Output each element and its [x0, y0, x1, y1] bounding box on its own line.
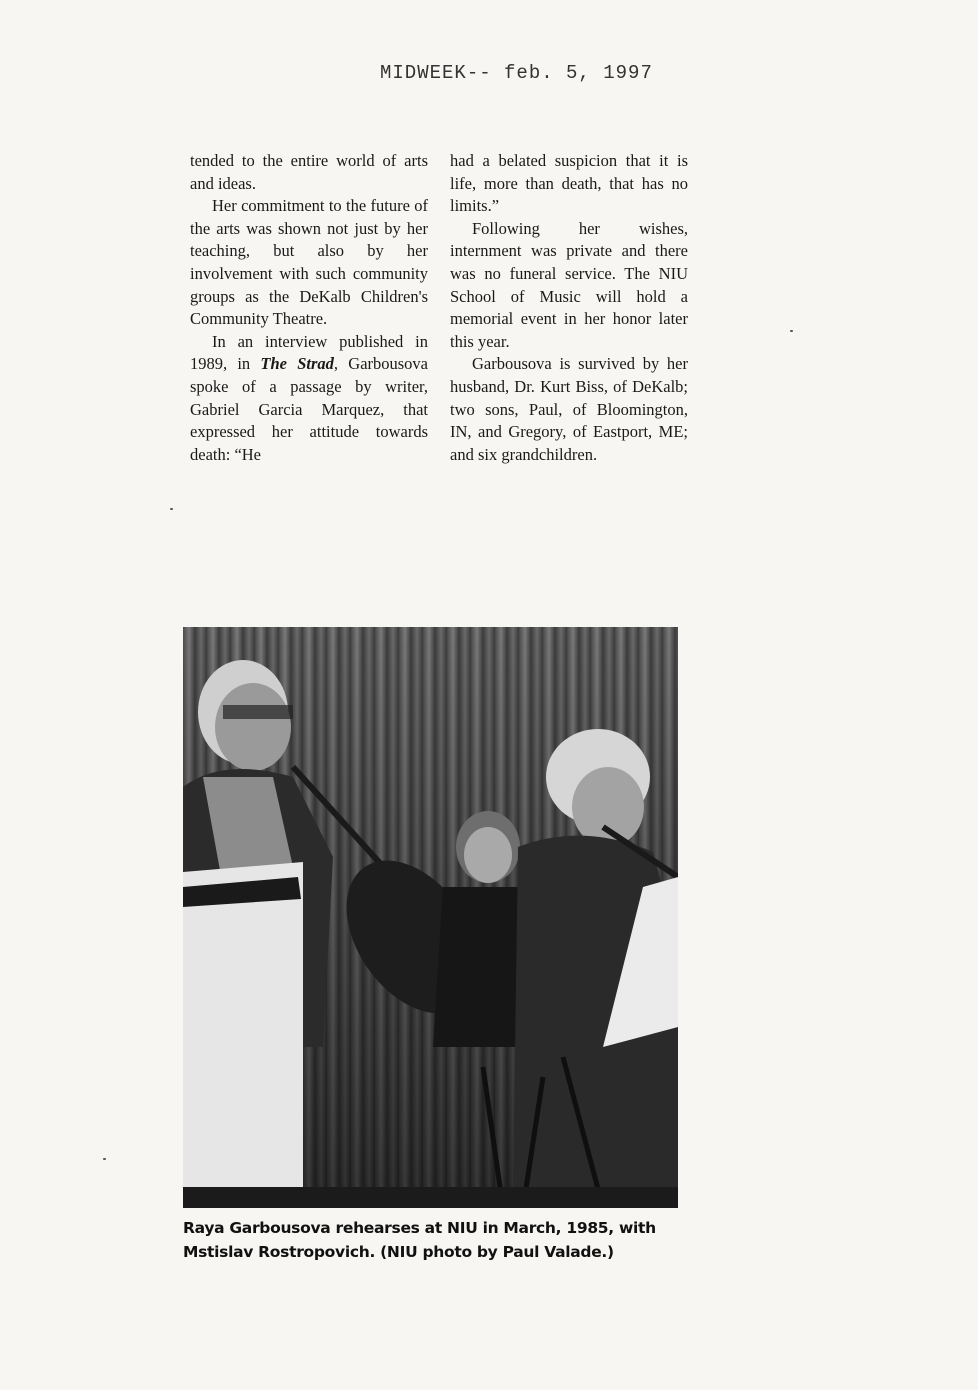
- caption-line: Mstislav Rostropovich. (NIU photo by Paul Valade.): [183, 1243, 614, 1261]
- paragraph: tended to the entire world of arts and ideas.: [190, 151, 428, 193]
- publication-header: MIDWEEK-- feb. 5, 1997: [380, 62, 653, 84]
- paragraph: Following her wishes, internment was private and there was no funeral service. The NIU School of Music will hold a memorial event in her honor later this year.: [450, 218, 688, 351]
- paragraph: Garbousova is survived by her husband, Dr. Kurt Biss, of DeKalb; two sons, Paul, of Bloomington, IN, and Gregory, of Eastport, ME; and six grandchildren.: [450, 354, 688, 464]
- photo-illustration: [183, 627, 678, 1208]
- scan-speck: [790, 330, 793, 332]
- photo-caption: [183, 1216, 703, 1264]
- caption-line: Raya Garbousova rehearses at NIU in March, 1985, with: [183, 1219, 656, 1237]
- article-column-right: [450, 150, 688, 466]
- paragraph-text: In an interview published in 1989, in: [190, 331, 428, 374]
- scan-speck: [170, 508, 173, 510]
- rehearsal-photo: [183, 627, 678, 1208]
- paragraph: [190, 331, 428, 467]
- paragraph: Her commitment to the future of the arts was shown not just by her teaching, but also by her involvement with such community groups as the DeKalb Children's Community Theatre.: [190, 196, 428, 329]
- scan-speck: [103, 1158, 106, 1160]
- article-column-left: [190, 150, 428, 466]
- paragraph-text: , Garbousova spoke of a passage by writer, Gabriel Garcia Marquez, that expressed her attitude towards death: “He: [190, 354, 429, 464]
- paragraph: had a belated suspicion that it is life, more than death, that has no limits.”: [450, 151, 688, 216]
- publication-title: The Strad: [260, 354, 334, 374]
